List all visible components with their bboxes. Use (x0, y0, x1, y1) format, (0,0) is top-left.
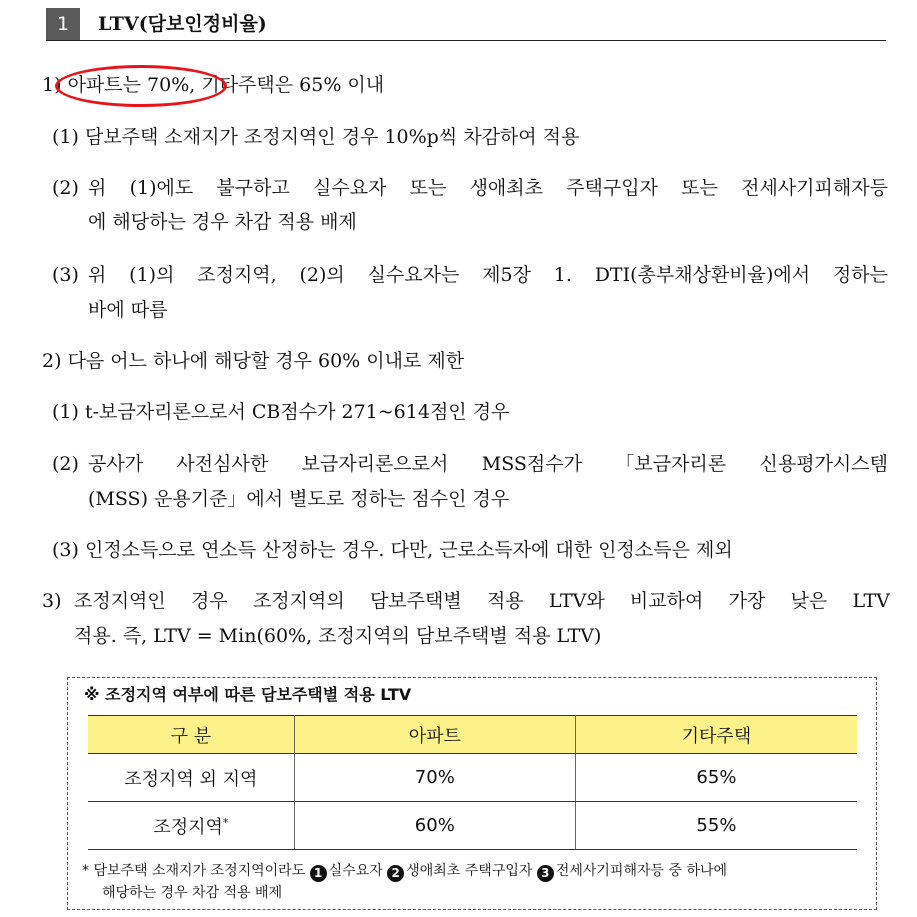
word: 신용평가시스템 (759, 453, 888, 475)
section-title: LTV(담보인정비율) (98, 13, 267, 35)
word: 위 (88, 177, 107, 199)
box-title: ※ 조정지역 여부에 따른 담보주택별 적용 LTV (84, 685, 412, 704)
circled-number-1-icon: 1 (310, 865, 327, 882)
item-2-1-text: t-보금자리론으로서 CB점수가 271~614점인 경우 (84, 401, 510, 423)
footnote-line-1 (82, 860, 727, 882)
table-row (88, 754, 857, 802)
word: 실수요자 (313, 177, 387, 199)
word: DTI(총부채상환비율)에서 (594, 264, 811, 286)
item-3-cont: 적용. 즉, LTV = Min(60%, 조정지역의 담보주택별 적용 LTV) (74, 625, 602, 647)
word: 조정지역인 (74, 590, 166, 612)
header-other-housing: 기타주택 (575, 716, 857, 754)
item-2-1 (52, 399, 509, 425)
word: 1. (553, 264, 572, 286)
word: 전세사기피해자등 (741, 177, 888, 199)
word: (1)에도 (129, 177, 194, 199)
item-1-2-cont: 에 해당하는 경우 차감 적용 배제 (88, 211, 357, 233)
circled-number-2-icon: 2 (387, 865, 404, 882)
word: MSS점수가 (481, 453, 582, 475)
item-2-label: 2) (42, 350, 62, 372)
word: 또는 (409, 177, 447, 199)
row-label-text: 조정지역 (153, 816, 223, 838)
table-row (88, 802, 857, 850)
footnote-term-1: 실수요자 (328, 863, 383, 879)
word: 정하는 (832, 264, 888, 286)
item-1-2-label: (2) (52, 177, 79, 199)
word: 조정지역, (197, 264, 277, 286)
item-3-text (74, 588, 890, 614)
word: 생애최초 (469, 177, 543, 199)
item-1-2-text (88, 175, 888, 201)
word: 조정지역의 (252, 590, 345, 612)
word: LTV와 (548, 590, 605, 612)
header-apartment: 아파트 (294, 716, 575, 754)
word: 경우 (191, 590, 228, 612)
footnote (82, 860, 727, 904)
circled-number-3-icon: 3 (537, 865, 554, 882)
footnote-mark: * (222, 815, 229, 829)
item-2-3-label: (3) (52, 539, 79, 561)
item-2-3-text: 인정소득으로 연소득 산정하는 경우. 다만, 근로소득자에 대한 인정소득은 제외 (84, 539, 733, 561)
item-1-text: 아파트는 70%, 기타주택은 65% 이내 (67, 74, 385, 96)
footnote-term-3: 전세사기피해자등 중 하나에 (555, 863, 728, 879)
word: 가장 (728, 590, 766, 612)
word: LTV (852, 590, 890, 612)
item-1-1 (52, 124, 579, 150)
word: 실수요자는 (367, 264, 460, 286)
row-label: 조정지역 외 지역 (88, 754, 294, 802)
word: (2)의 (299, 264, 345, 286)
word: 사전심사한 (176, 453, 269, 475)
item-2-2-text (88, 451, 888, 477)
cell-other: 65% (575, 754, 857, 802)
ltv-table (88, 715, 857, 850)
item-2-2-cont: (MSS) 운용기준」에서 별도로 정하는 점수인 경우 (88, 488, 510, 510)
word: 공사가 (88, 453, 144, 475)
cell-apartment: 70% (294, 754, 575, 802)
word: 위 (88, 264, 107, 286)
word: 비교하여 (629, 590, 704, 612)
item-2-1-label: (1) (52, 401, 79, 423)
word: (1)의 (129, 264, 175, 286)
item-1-1-text: 담보주택 소재지가 조정지역인 경우 10%p씩 차감하여 적용 (84, 126, 580, 148)
word: 제5장 (482, 264, 531, 286)
word: 불구하고 (216, 177, 290, 199)
word: 또는 (681, 177, 718, 199)
section-number: 1 (46, 8, 80, 40)
header-category: 구 분 (88, 716, 294, 754)
item-2 (42, 348, 464, 374)
item-1-3-label: (3) (52, 264, 79, 286)
table-header-row (88, 716, 857, 754)
item-3-label: 3) (42, 590, 62, 612)
item-1-3-text (88, 262, 888, 288)
item-2-2-label: (2) (52, 453, 79, 475)
item-1-1-label: (1) (52, 126, 79, 148)
word: 주택구입자 (566, 177, 658, 199)
item-2-3 (52, 537, 733, 563)
item-1-label: 1) (42, 74, 62, 96)
cell-other: 55% (575, 802, 857, 850)
red-circle-annotation (55, 65, 227, 107)
word: 「보금자리론 (615, 453, 727, 475)
word: 담보주택별 (369, 590, 462, 612)
word: 적용 (486, 590, 524, 612)
footnote-line-2: 해당하는 경우 차감 적용 배제 (102, 885, 283, 901)
word: 보금자리론으로서 (301, 453, 449, 475)
cell-apartment: 60% (294, 802, 575, 850)
item-1-3-cont: 바에 따름 (88, 299, 168, 321)
footnote-term-2: 생애최초 주택구입자 (406, 863, 533, 879)
item-2-text: 다음 어느 하나에 해당할 경우 60% 이내로 제한 (67, 350, 465, 372)
footnote-prefix: * 담보주택 소재지가 조정지역이라도 (82, 863, 306, 879)
section-heading (46, 8, 886, 41)
word: 낮은 (790, 590, 828, 612)
ltv-table-box (67, 677, 877, 910)
row-label (88, 802, 294, 850)
